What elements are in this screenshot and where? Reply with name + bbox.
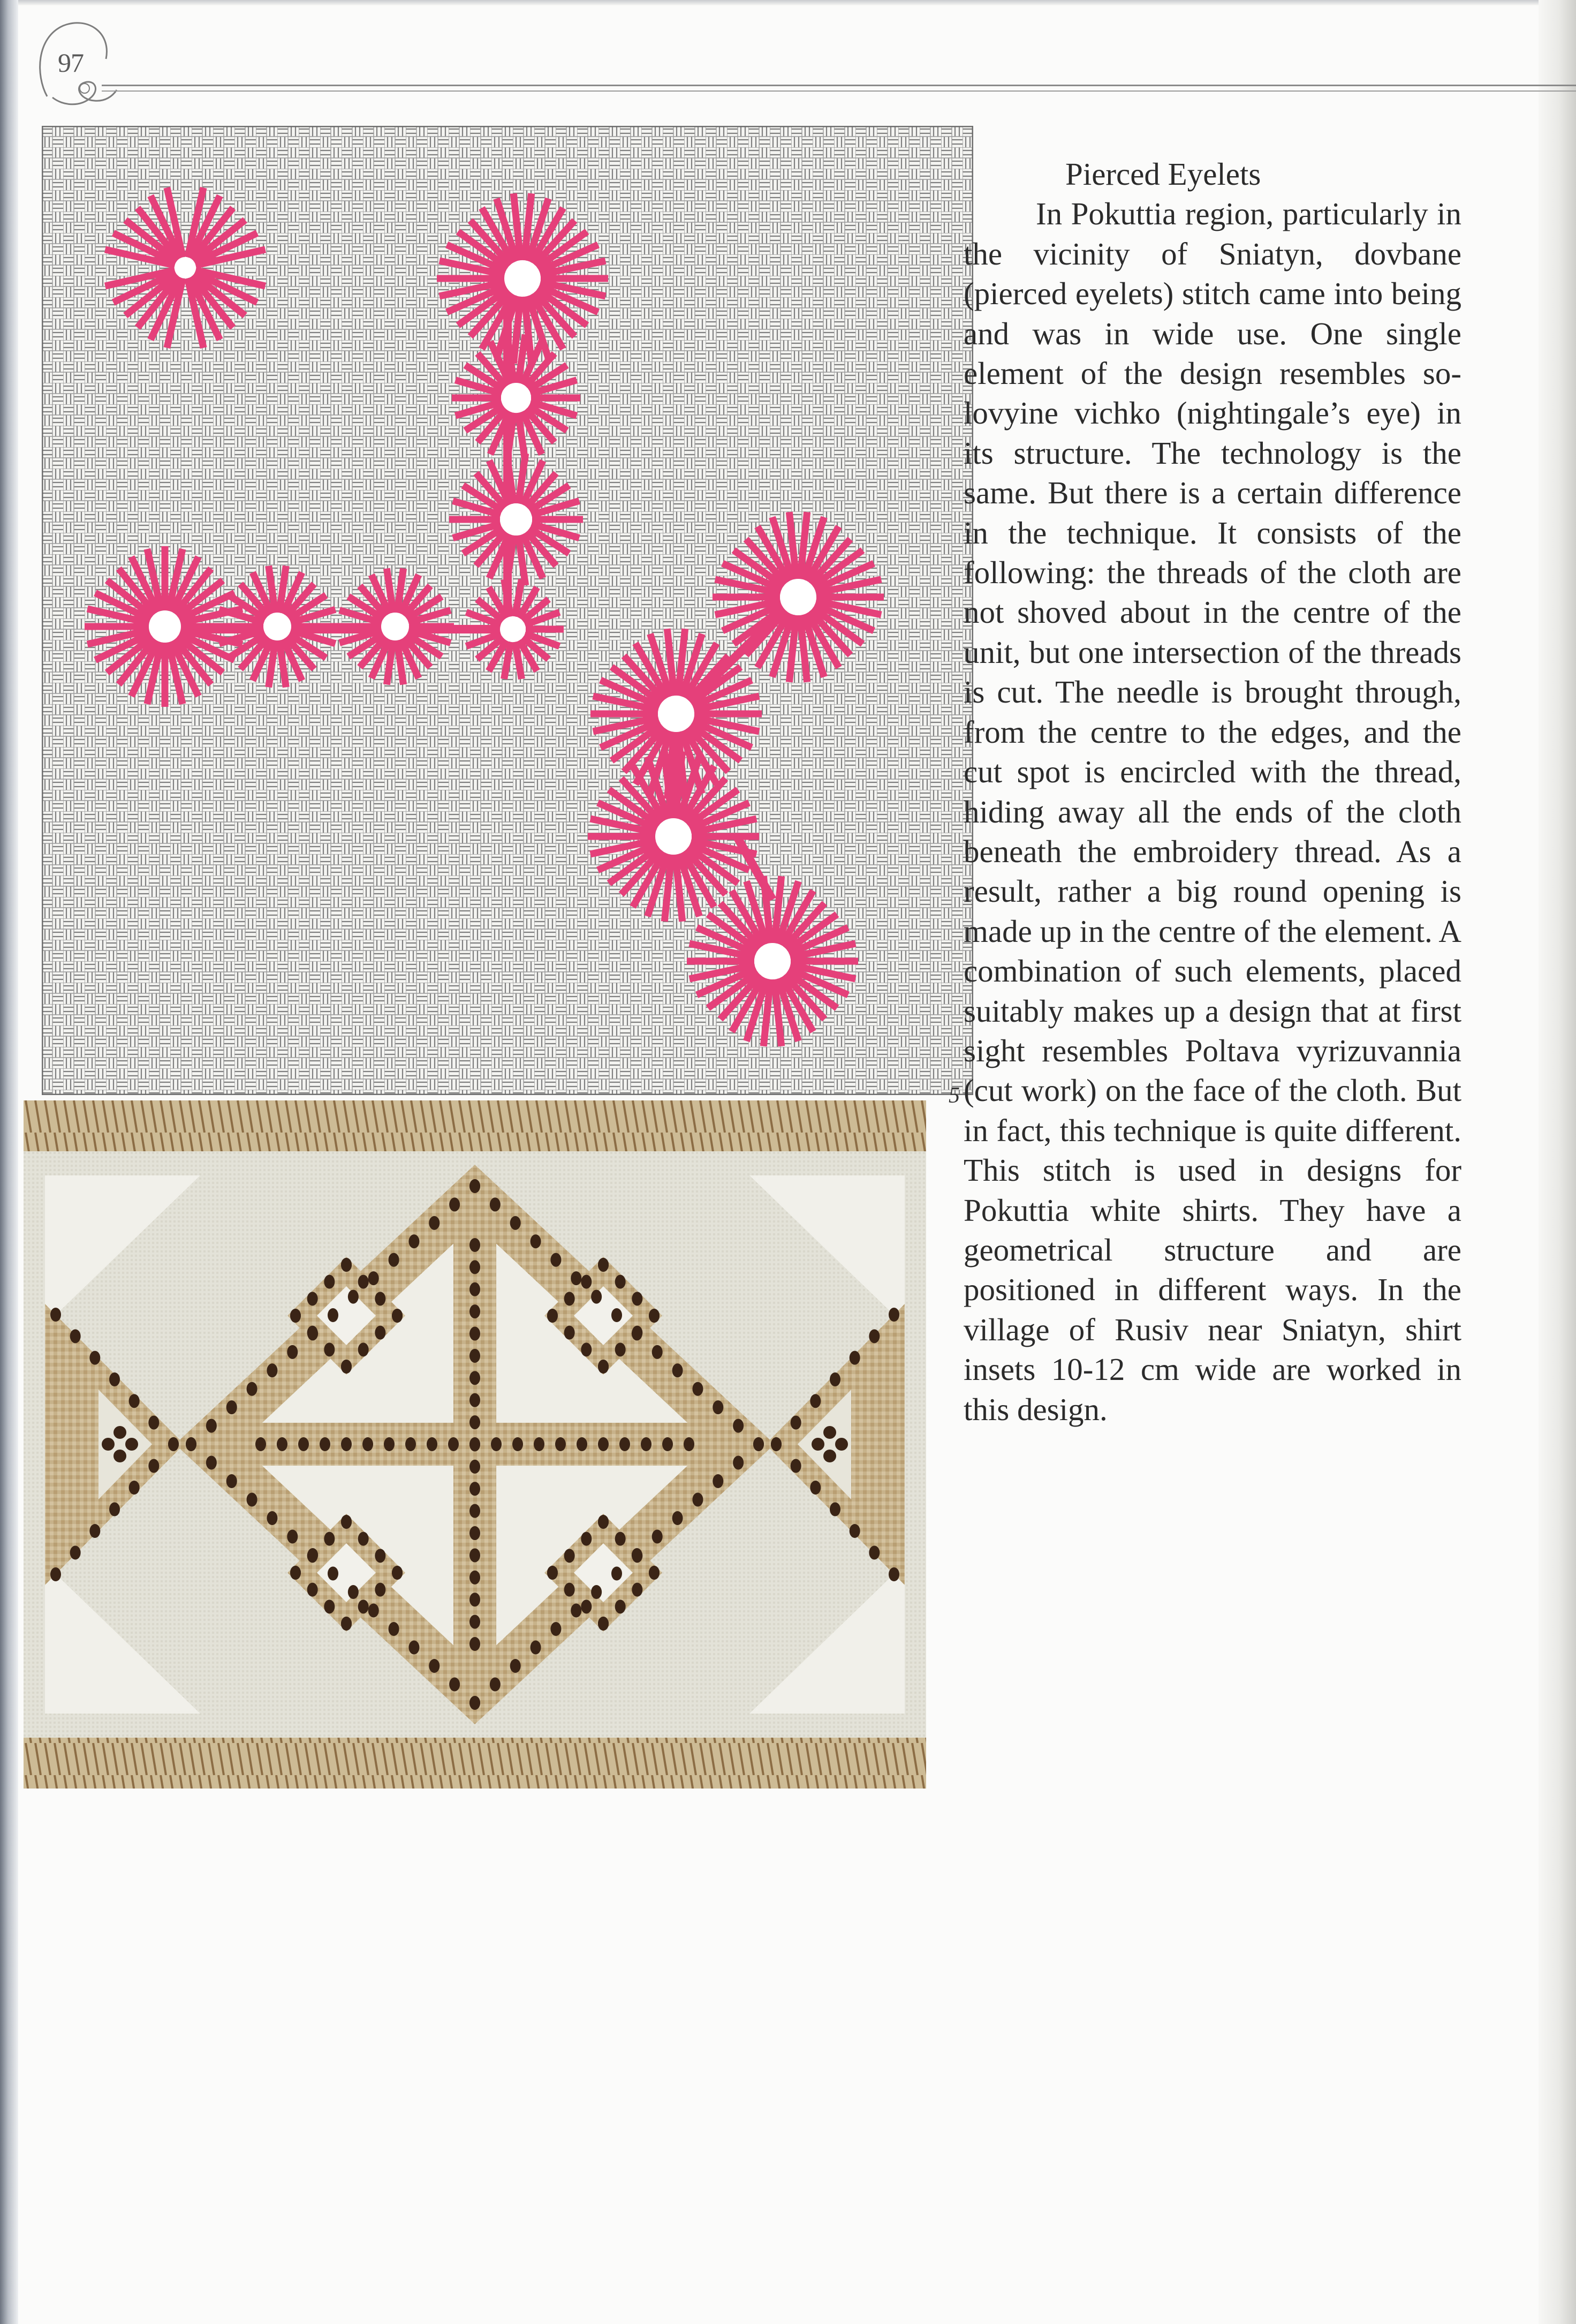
- pierced-hole: [429, 1216, 440, 1230]
- pierced-hole: [555, 1437, 566, 1451]
- pierced-hole: [598, 1258, 609, 1272]
- pierced-hole: [753, 1437, 764, 1451]
- pierced-hole: [148, 1416, 159, 1430]
- pierced-hole: [267, 1363, 277, 1377]
- pierced-hole: [448, 1437, 459, 1451]
- pierced-hole: [368, 1271, 379, 1285]
- pierced-hole: [324, 1342, 335, 1356]
- pierced-hole: [869, 1329, 880, 1343]
- pierced-hole: [550, 1253, 561, 1267]
- pierced-hole: [632, 1583, 642, 1597]
- pierced-hole: [469, 1349, 480, 1363]
- pierced-hole: [226, 1474, 237, 1488]
- pierced-hole: [581, 1342, 592, 1356]
- page-top-edge: [0, 0, 1576, 5]
- pierced-hole: [186, 1437, 196, 1451]
- pierced-hole: [427, 1437, 437, 1451]
- hemstitch-bottom: [24, 1738, 926, 1789]
- pierced-hole: [791, 1459, 801, 1473]
- pierced-hole: [341, 1258, 352, 1272]
- pierced-hole: [267, 1511, 277, 1525]
- pierced-hole: [408, 1234, 419, 1248]
- pierced-hole: [869, 1546, 880, 1560]
- pierced-hole: [389, 1622, 399, 1636]
- pierced-hole: [469, 1593, 480, 1606]
- book-binding-shadow: [0, 0, 18, 2324]
- pierced-hole: [324, 1532, 335, 1546]
- pierced-hole: [571, 1604, 581, 1618]
- pierced-hole: [564, 1292, 575, 1306]
- pierced-hole: [328, 1308, 338, 1322]
- pierced-hole: [810, 1481, 821, 1495]
- pierced-hole: [490, 1678, 501, 1692]
- pierced-hole: [531, 1234, 541, 1248]
- pierced-hole: [581, 1599, 592, 1613]
- pierced-hole: [564, 1549, 575, 1563]
- pierced-hole: [324, 1275, 335, 1289]
- pierced-hole: [581, 1532, 592, 1546]
- pierced-hole: [823, 1426, 836, 1439]
- hemstitch-top: [24, 1100, 926, 1151]
- pierced-hole: [113, 1450, 126, 1462]
- pierced-hole: [389, 1253, 399, 1267]
- pierced-hole: [307, 1292, 318, 1306]
- pierced-hole: [368, 1604, 379, 1618]
- pierced-hole: [564, 1583, 575, 1597]
- pierced-hole: [733, 1456, 744, 1470]
- pierced-hole: [889, 1308, 899, 1322]
- pierced-hole: [168, 1437, 179, 1451]
- pierced-hole: [307, 1326, 318, 1340]
- article-body: In Pokuttia region, particularly in the vicinity of Sniatyn, dovbane (pierced eyelets) stitch came into being and was in wide use. One single element of the design resembles solovyine vichko (nightingale’s eye) in its structure. The technology is the same. But there is a certain difference in the technique. It consists of the following: the threads of the cloth are not shoved about in the centre of the unit, but one intersection of the threads is cut. The needle is brought through, from the centre to the edges, and the cut spot is encircled with the thread, hiding away all the ends of the cloth beneath the embroidery thread. As a result, rather a big round opening is made up in the centre of the element. A combination of such elements, placed suitably makes up a design that at first sight resembles Poltava vyrizuvannia (cut work) on the face of the cloth. But in fact, this technique is quite different. This stitch is used in designs for Pokuttia white shirts. They have a geometrical structure and are positioned in different ways. In the village of Rusiv near Sniatyn, shirt insets 10-12 cm wide are worked in this design.: [964, 196, 1461, 1427]
- pierced-hole: [510, 1216, 521, 1230]
- pierced-hole: [405, 1437, 416, 1451]
- pierced-hole: [733, 1419, 744, 1433]
- pierced-hole: [810, 1394, 821, 1408]
- pierced-hole: [348, 1290, 359, 1304]
- pierced-hole: [469, 1504, 480, 1518]
- pierced-hole: [469, 1437, 480, 1451]
- pierced-hole: [889, 1567, 899, 1581]
- pierced-hole: [320, 1437, 330, 1451]
- pierced-hole: [641, 1437, 651, 1451]
- pierced-hole: [491, 1437, 502, 1451]
- pierced-hole: [615, 1599, 626, 1613]
- pierced-hole: [550, 1622, 561, 1636]
- pierced-hole: [449, 1678, 460, 1692]
- pierced-hole: [469, 1460, 480, 1474]
- pierced-hole: [469, 1571, 480, 1584]
- pierced-hole: [358, 1275, 369, 1289]
- pierced-hole: [129, 1394, 140, 1408]
- pierced-hole: [287, 1530, 298, 1544]
- pierced-hole: [102, 1438, 115, 1451]
- pierced-hole: [577, 1437, 587, 1451]
- pierced-hole: [692, 1382, 703, 1396]
- pierced-hole: [247, 1382, 257, 1396]
- pierced-hole: [823, 1450, 836, 1462]
- page-number: 97: [58, 48, 84, 78]
- pierced-hole: [591, 1290, 602, 1304]
- pierced-hole: [148, 1459, 159, 1473]
- pierced-hole: [429, 1659, 440, 1673]
- pierced-hole: [348, 1585, 359, 1599]
- pierced-hole: [70, 1329, 81, 1343]
- pierced-hole: [469, 1238, 480, 1252]
- pierced-hole: [672, 1363, 683, 1377]
- pierced-hole: [615, 1532, 626, 1546]
- pierced-hole: [324, 1599, 335, 1613]
- pierced-hole: [247, 1493, 257, 1507]
- pierced-hole: [547, 1309, 558, 1323]
- pierced-hole: [512, 1437, 523, 1451]
- pierced-hole: [469, 1548, 480, 1562]
- article-heading: Pierced Eyelets: [1065, 156, 1261, 192]
- pierced-hole: [375, 1326, 385, 1340]
- pierced-hole: [791, 1416, 801, 1430]
- pierced-hole: [469, 1282, 480, 1296]
- pierced-hole: [652, 1530, 663, 1544]
- pierced-hole: [277, 1437, 287, 1451]
- pierced-hole: [206, 1456, 217, 1470]
- pierced-hole: [375, 1583, 385, 1597]
- pierced-hole: [298, 1437, 309, 1451]
- pierced-hole: [392, 1566, 403, 1580]
- pierced-hole: [226, 1400, 237, 1414]
- pierced-hole: [571, 1271, 581, 1285]
- article: [964, 154, 1461, 1429]
- pierced-hole: [632, 1292, 642, 1306]
- pierced-hole: [341, 1360, 352, 1374]
- pierced-hole: [850, 1524, 860, 1538]
- pierced-hole: [469, 1637, 480, 1651]
- pierced-hole: [490, 1197, 501, 1211]
- pierced-hole: [510, 1659, 521, 1673]
- pierced-hole: [50, 1308, 61, 1322]
- embroidery-photo-image: [24, 1100, 926, 1789]
- page-right-edge: [1539, 0, 1576, 2324]
- pierced-hole: [830, 1503, 840, 1516]
- pierced-hole: [632, 1326, 642, 1340]
- pierced-hole: [89, 1524, 100, 1538]
- pierced-hole: [469, 1304, 480, 1318]
- pierced-hole: [290, 1309, 301, 1323]
- pierced-hole: [615, 1275, 626, 1289]
- pierced-hole: [692, 1493, 703, 1507]
- stitch-pattern-chart: [42, 126, 973, 1095]
- pierced-hole: [362, 1437, 373, 1451]
- pierced-hole: [531, 1641, 541, 1655]
- pierced-hole: [611, 1308, 622, 1322]
- pierced-hole: [469, 1260, 480, 1274]
- pierced-hole: [591, 1585, 602, 1599]
- pierced-hole: [307, 1549, 318, 1563]
- pierced-hole: [684, 1437, 694, 1451]
- pierced-hole: [384, 1437, 395, 1451]
- pierced-hole: [771, 1437, 782, 1451]
- pierced-hole: [850, 1351, 860, 1365]
- pierced-hole: [615, 1342, 626, 1356]
- pierced-hole: [469, 1179, 480, 1193]
- pierced-hole: [469, 1482, 480, 1496]
- pierced-hole: [113, 1426, 126, 1439]
- pierced-hole: [564, 1326, 575, 1340]
- pierced-hole: [598, 1617, 609, 1631]
- pierced-hole: [206, 1419, 217, 1433]
- pierced-hole: [469, 1415, 480, 1429]
- header-rule: [102, 85, 1576, 92]
- pierced-hole: [287, 1345, 298, 1359]
- pierced-hole: [109, 1372, 120, 1386]
- pierced-hole: [358, 1599, 369, 1613]
- pierced-hole: [469, 1696, 480, 1710]
- pierced-hole: [835, 1438, 848, 1451]
- pierced-hole: [109, 1503, 120, 1516]
- pierced-hole: [358, 1532, 369, 1546]
- pierced-hole: [652, 1345, 663, 1359]
- pierced-hole: [598, 1437, 609, 1451]
- pierced-hole: [328, 1567, 338, 1581]
- pierced-hole: [547, 1566, 558, 1580]
- pierced-hole: [341, 1515, 352, 1529]
- pierced-hole: [469, 1393, 480, 1407]
- pierced-hole: [375, 1549, 385, 1563]
- pierced-hole: [469, 1526, 480, 1540]
- pierced-hole: [649, 1309, 660, 1323]
- pierced-hole: [672, 1511, 683, 1525]
- figure-label: 5: [949, 1083, 960, 1108]
- pierced-hole: [125, 1438, 138, 1451]
- pierced-hole: [358, 1342, 369, 1356]
- pierced-hole: [662, 1437, 673, 1451]
- pierced-hole: [598, 1360, 609, 1374]
- pierced-eyelets-diagram: [42, 126, 973, 1095]
- pierced-hole: [129, 1481, 140, 1495]
- pierced-hole: [392, 1309, 403, 1323]
- pierced-hole: [534, 1437, 544, 1451]
- pierced-hole: [89, 1351, 100, 1365]
- pierced-hole: [307, 1583, 318, 1597]
- embroidery-photograph: [24, 1100, 926, 1789]
- pierced-hole: [649, 1566, 660, 1580]
- pierced-hole: [50, 1567, 61, 1581]
- pierced-hole: [632, 1549, 642, 1563]
- pierced-hole: [611, 1567, 622, 1581]
- pierced-hole: [290, 1566, 301, 1580]
- pierced-hole: [449, 1197, 460, 1211]
- pierced-hole: [70, 1546, 81, 1560]
- pierced-hole: [713, 1474, 723, 1488]
- pierced-hole: [341, 1437, 352, 1451]
- pierced-hole: [469, 1615, 480, 1629]
- pierced-hole: [812, 1438, 824, 1451]
- pierced-hole: [581, 1275, 592, 1289]
- pierced-hole: [375, 1292, 385, 1306]
- pierced-hole: [341, 1617, 352, 1631]
- pierced-hole: [469, 1327, 480, 1341]
- pierced-hole: [830, 1372, 840, 1386]
- pierced-hole: [713, 1400, 723, 1414]
- pierced-hole: [255, 1437, 266, 1451]
- pierced-hole: [408, 1641, 419, 1655]
- page-number-ornament: [31, 16, 122, 107]
- pierced-hole: [469, 1371, 480, 1385]
- pierced-hole: [619, 1437, 630, 1451]
- pierced-hole: [598, 1515, 609, 1529]
